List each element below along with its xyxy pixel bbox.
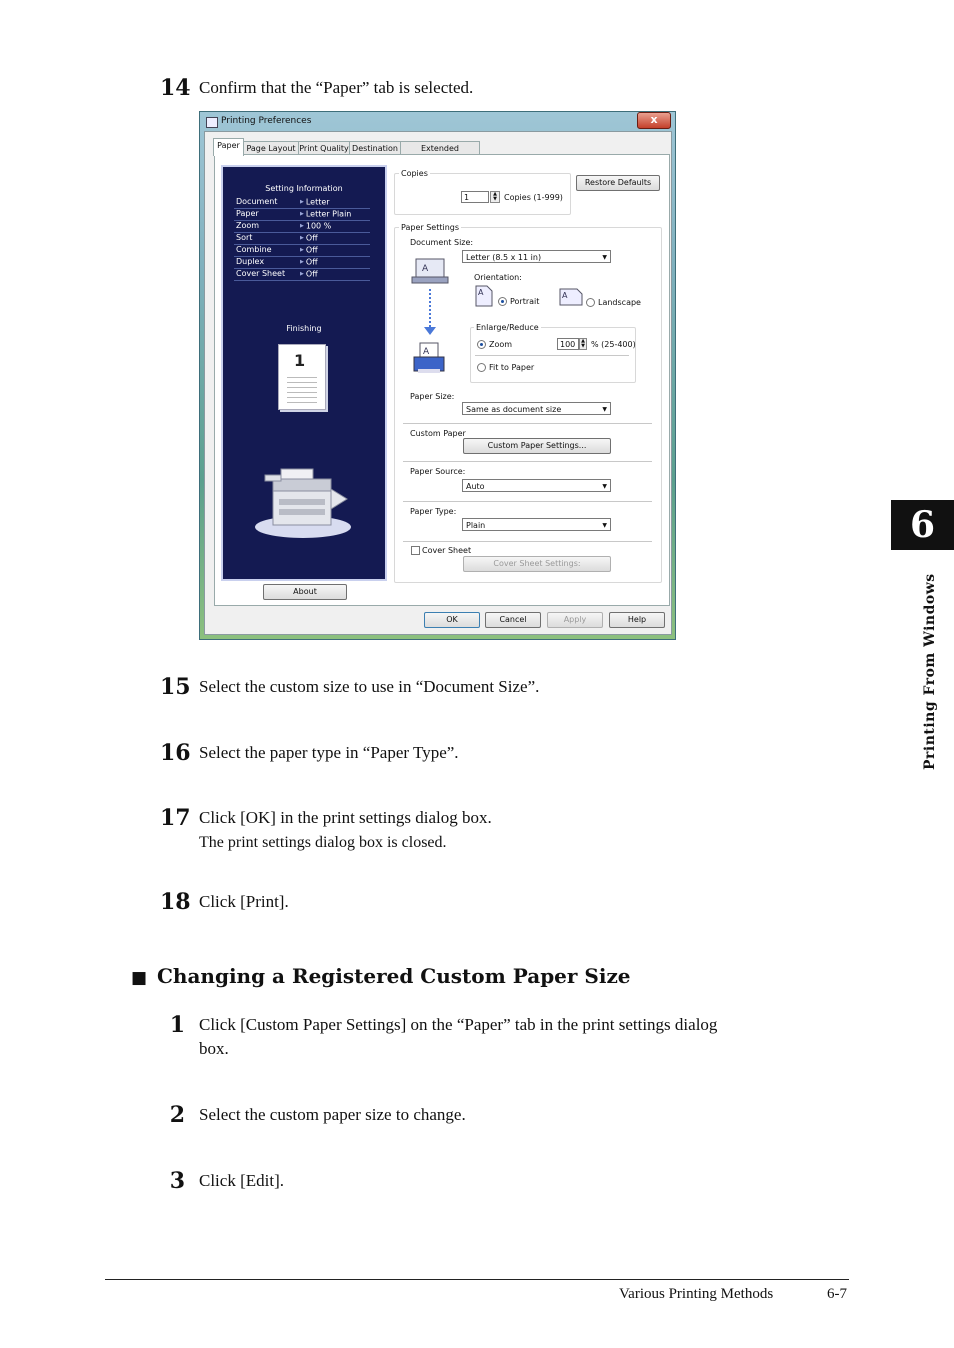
- divider: [403, 501, 652, 502]
- document-size-label: Document Size:: [410, 238, 474, 247]
- finishing-label: Finishing: [286, 324, 322, 333]
- setting-information-title: Setting Information: [265, 184, 343, 193]
- custom-paper-settings-button[interactable]: Custom Paper Settings...: [463, 438, 611, 454]
- dropdown-arrow-icon: ▼: [602, 483, 607, 490]
- fit-to-paper-label: Fit to Paper: [489, 363, 535, 372]
- step-text: Select the custom paper size to change.: [199, 1105, 466, 1124]
- printing-preferences-dialog: [199, 111, 676, 640]
- step-result-text: The print settings dialog box is closed.: [199, 834, 447, 851]
- printer-icon: [206, 117, 218, 128]
- step-text: Confirm that the “Paper” tab is selected.: [199, 78, 474, 97]
- portrait-label: Portrait: [510, 297, 540, 306]
- step-text: Select the custom size to use in “Document Size”.: [199, 677, 540, 696]
- info-key: Zoom: [236, 221, 260, 230]
- info-value: ▶ Off: [300, 268, 318, 281]
- section-heading: Changing a Registered Custom Paper Size: [157, 964, 631, 988]
- copies-stepper[interactable]: ▲ ▼: [490, 191, 500, 203]
- info-key: Paper: [236, 209, 259, 218]
- tab-paper[interactable]: Paper: [213, 138, 244, 156]
- step-number: 17: [160, 805, 191, 831]
- step-text: Click [Print].: [199, 892, 289, 911]
- fit-to-paper-radio[interactable]: [477, 363, 486, 372]
- step-number: 2: [169, 1102, 185, 1128]
- landscape-label: Landscape: [598, 298, 641, 307]
- info-key: Sort: [236, 233, 253, 242]
- step-number: 14: [160, 75, 191, 101]
- help-button[interactable]: Help: [609, 612, 665, 628]
- divider: [475, 355, 629, 356]
- step-number: 16: [160, 740, 191, 766]
- step-number: 1: [169, 1012, 185, 1038]
- ok-button[interactable]: OK: [424, 612, 480, 628]
- footer-divider: [105, 1279, 849, 1280]
- paper-type-select[interactable]: [462, 518, 611, 531]
- svg-text:A: A: [423, 347, 430, 357]
- paper-size-select[interactable]: [462, 402, 611, 415]
- dropdown-arrow-icon: ▼: [602, 254, 607, 261]
- info-value: ▶ Off: [300, 244, 318, 257]
- document-to-printer-icon: [410, 253, 450, 383]
- tab-extended-functions[interactable]: Extended: [400, 141, 480, 156]
- cover-sheet-settings-button[interactable]: Cover Sheet Settings:: [463, 556, 611, 572]
- about-button[interactable]: About: [263, 584, 347, 600]
- copies-label: Copies: [401, 169, 428, 178]
- divider: [403, 461, 652, 462]
- paper-settings-label: Paper Settings: [401, 223, 460, 232]
- paper-type-value: Plain: [466, 521, 486, 530]
- svg-text:A: A: [478, 288, 484, 297]
- dropdown-arrow-icon: ▼: [602, 406, 607, 413]
- tab-print-quality[interactable]: Print Quality: [298, 141, 350, 156]
- page-number: 1: [294, 351, 306, 370]
- step-text: Click [Edit].: [199, 1171, 284, 1190]
- chapter-number-tab: 6: [891, 500, 954, 550]
- info-value: ▶ Off: [300, 232, 318, 245]
- page-preview-thumbnail: [278, 344, 326, 410]
- section-marker-icon: ■: [131, 968, 148, 988]
- paper-tab-panel: [214, 154, 670, 606]
- thumb-letter: A: [422, 264, 429, 274]
- info-key: Combine: [236, 245, 272, 254]
- setting-information-panel: [221, 165, 387, 581]
- info-value: ▶ Off: [300, 256, 318, 269]
- divider: [403, 541, 652, 542]
- step-number: 15: [160, 674, 191, 700]
- paper-size-value: Same as document size: [466, 405, 562, 414]
- cover-sheet-checkbox[interactable]: [411, 546, 420, 555]
- copier-machine-icon: [251, 449, 361, 541]
- copies-input[interactable]: 1: [461, 191, 489, 203]
- restore-defaults-button[interactable]: Restore Defaults: [576, 175, 660, 191]
- step-text-continued: box.: [199, 1039, 229, 1058]
- document-size-value: Letter (8.5 x 11 in): [466, 253, 542, 262]
- zoom-stepper[interactable]: ▲ ▼: [579, 338, 587, 350]
- document-size-select[interactable]: [462, 250, 611, 263]
- custom-paper-label: Custom Paper: [410, 429, 466, 438]
- paper-size-label: Paper Size:: [410, 392, 455, 401]
- tab-destination[interactable]: Destination: [349, 141, 401, 156]
- zoom-input[interactable]: 100: [557, 338, 579, 350]
- paper-source-value: Auto: [466, 482, 485, 491]
- step-text: Select the paper type in “Paper Type”.: [199, 743, 459, 762]
- zoom-label: Zoom: [489, 340, 513, 349]
- window-title: Printing Preferences: [221, 116, 312, 126]
- dialog-client-area: [204, 131, 672, 635]
- portrait-icon: [475, 285, 493, 307]
- tab-page-layout[interactable]: Page Layout: [243, 141, 299, 156]
- info-key: Document: [236, 197, 278, 206]
- paper-type-label: Paper Type:: [410, 507, 457, 516]
- step-text: Click [Custom Paper Settings] on the “Paper” tab in the print settings dialog: [199, 1015, 718, 1034]
- info-value: ▶ 100 %: [300, 220, 331, 233]
- page-number: 6-7: [827, 1286, 847, 1302]
- paper-source-label: Paper Source:: [410, 467, 466, 476]
- step-number: 18: [160, 889, 191, 915]
- info-row: [234, 268, 370, 281]
- orientation-label: Orientation:: [474, 273, 522, 282]
- portrait-radio[interactable]: [498, 297, 507, 306]
- info-value: ▶ Letter: [300, 196, 330, 209]
- divider: [403, 423, 652, 424]
- cancel-button[interactable]: Cancel: [485, 612, 541, 628]
- landscape-icon: [559, 288, 583, 306]
- landscape-radio[interactable]: [586, 298, 595, 307]
- chapter-side-label: Printing From Windows: [922, 573, 938, 770]
- apply-button[interactable]: Apply: [547, 612, 603, 628]
- info-value: ▶ Letter Plain: [300, 208, 351, 221]
- info-key: Duplex: [236, 257, 265, 266]
- paper-source-select[interactable]: [462, 479, 611, 492]
- dropdown-arrow-icon: ▼: [602, 522, 607, 529]
- svg-text:A: A: [562, 291, 568, 300]
- step-number: 3: [169, 1168, 185, 1194]
- cover-sheet-label: Cover Sheet: [422, 546, 472, 555]
- footer-title: Various Printing Methods: [619, 1286, 774, 1302]
- enlarge-reduce-label: Enlarge/Reduce: [476, 323, 539, 332]
- zoom-radio[interactable]: [477, 340, 486, 349]
- step-text: Click [OK] in the print settings dialog box.: [199, 808, 492, 827]
- zoom-range-label: % (25-400): [591, 340, 636, 349]
- info-key: Cover Sheet: [236, 269, 286, 278]
- copies-range-label: Copies (1-999): [504, 193, 563, 202]
- close-button[interactable]: x: [637, 112, 671, 129]
